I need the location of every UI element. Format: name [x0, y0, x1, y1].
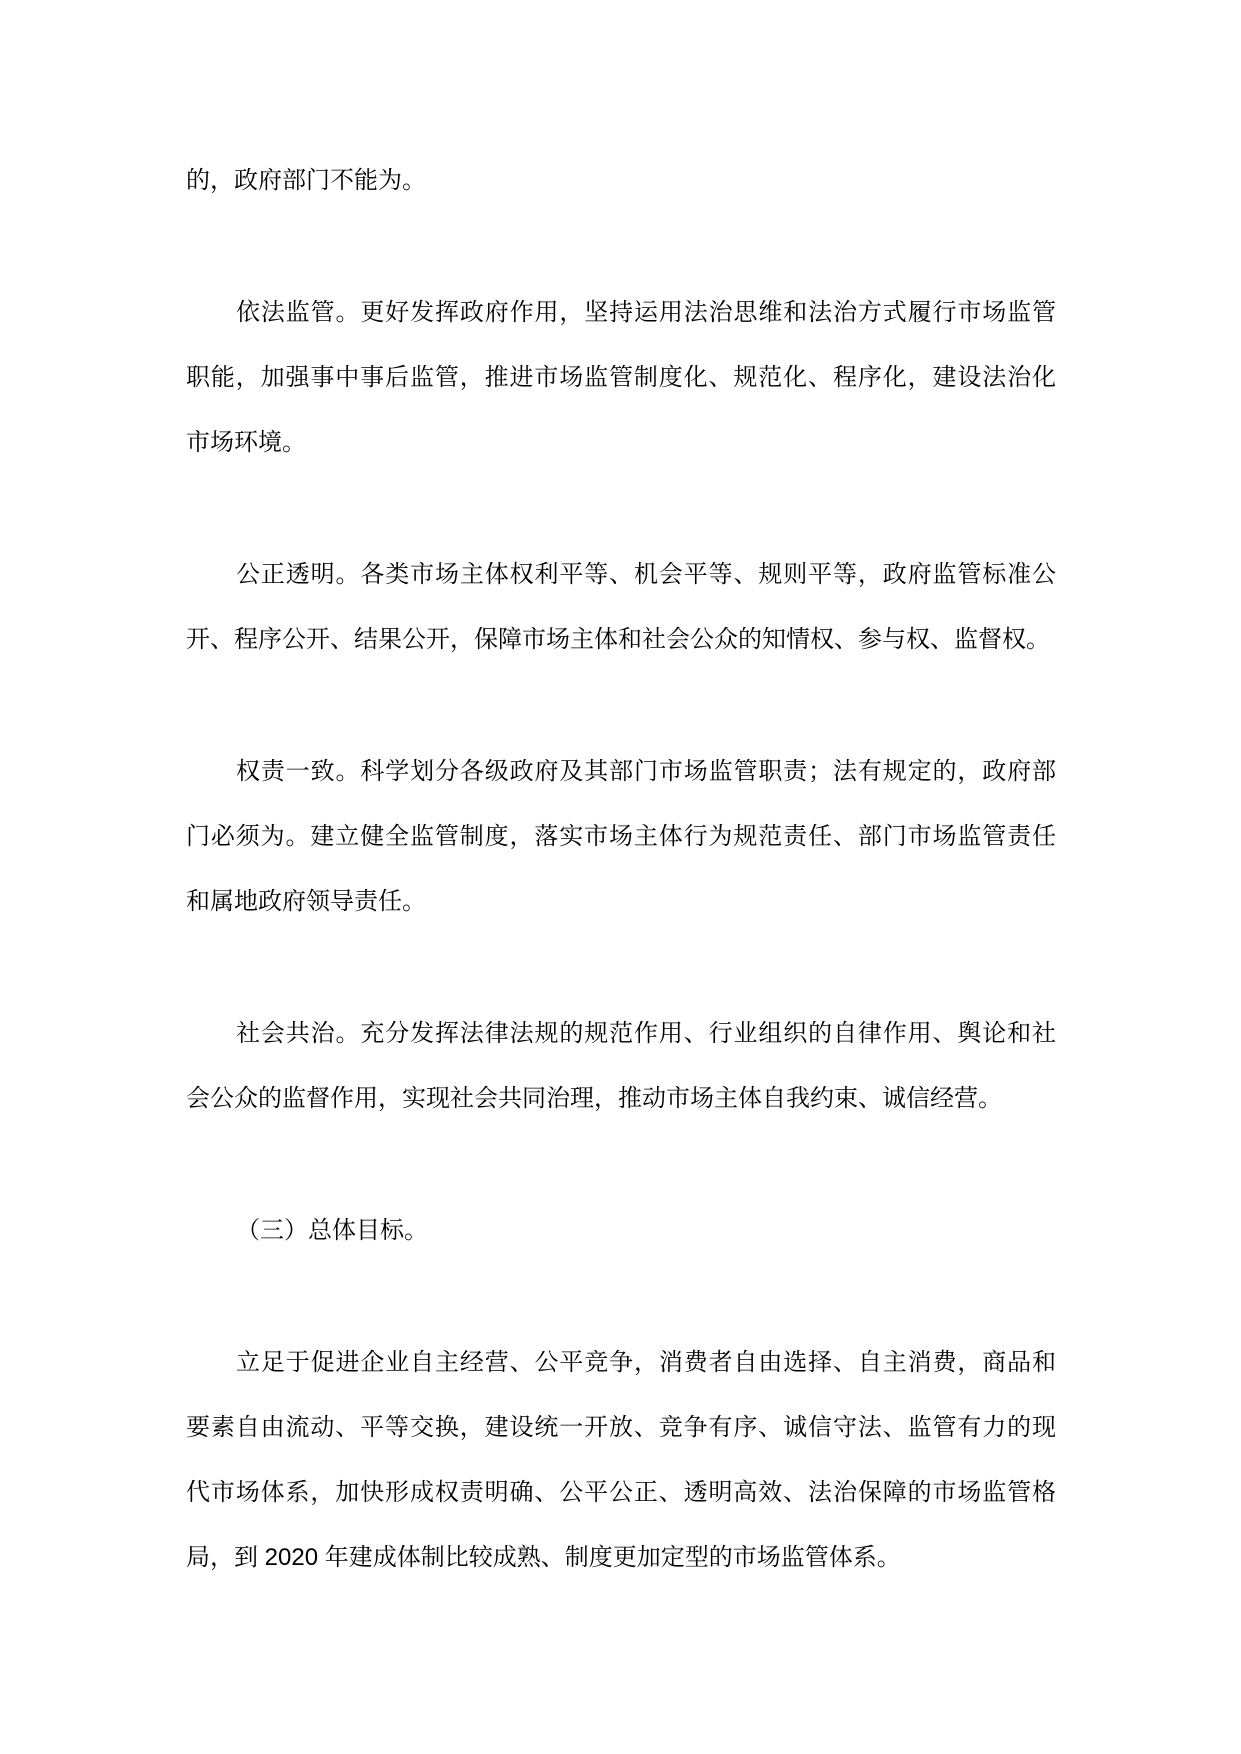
text-line: 代市场体系，加快形成权责明确、公平公正、透明高效、法治保障的市场监管格 [186, 1479, 1056, 1506]
text-line: 会公众的监督作用，实现社会共同治理，推动市场主体自我约束、诚信经营。 [186, 1085, 1002, 1112]
paragraph [186, 148, 1056, 213]
text-line: 权责一致。科学划分各级政府及其部门市场监管职责；法有规定的，政府部 [236, 758, 1056, 785]
text-line: （三）总体目标。 [236, 1217, 428, 1244]
text-line: 市场环境。 [186, 429, 306, 456]
paragraph [186, 739, 1056, 934]
text-line: 的，政府部门不能为。 [186, 167, 426, 194]
text-line: 和属地政府领导责任。 [186, 888, 426, 915]
text-line: 职能，加强事中事后监管，推进市场监管制度化、规范化、程序化，建设法治化 [186, 364, 1056, 391]
paragraph [186, 1330, 1056, 1590]
paragraph [186, 1198, 1056, 1263]
paragraph [186, 280, 1056, 475]
text-line: 公正透明。各类市场主体权利平等、机会平等、规则平等，政府监管标准公 [236, 561, 1056, 588]
paragraph [186, 1001, 1056, 1131]
text-line: 立足于促进企业自主经营、公平竞争，消费者自由选择、自主消费，商品和 [236, 1349, 1056, 1376]
text-line: 局，到 2020 年建成体制比较成熟、制度更加定型的市场监管体系。 [186, 1544, 901, 1571]
document-body [186, 148, 1056, 1590]
text-line: 依法监管。更好发挥政府作用，坚持运用法治思维和法治方式履行市场监管 [236, 299, 1056, 326]
text-line: 门必须为。建立健全监管制度，落实市场主体行为规范责任、部门市场监管责任 [186, 823, 1056, 850]
paragraph [186, 542, 1056, 672]
text-line: 社会共治。充分发挥法律法规的规范作用、行业组织的自律作用、舆论和社 [236, 1020, 1056, 1047]
text-line: 要素自由流动、平等交换，建设统一开放、竞争有序、诚信守法、监管有力的现 [186, 1414, 1056, 1441]
text-line: 开、程序公开、结果公开，保障市场主体和社会公众的知情权、参与权、监督权。 [186, 626, 1050, 653]
